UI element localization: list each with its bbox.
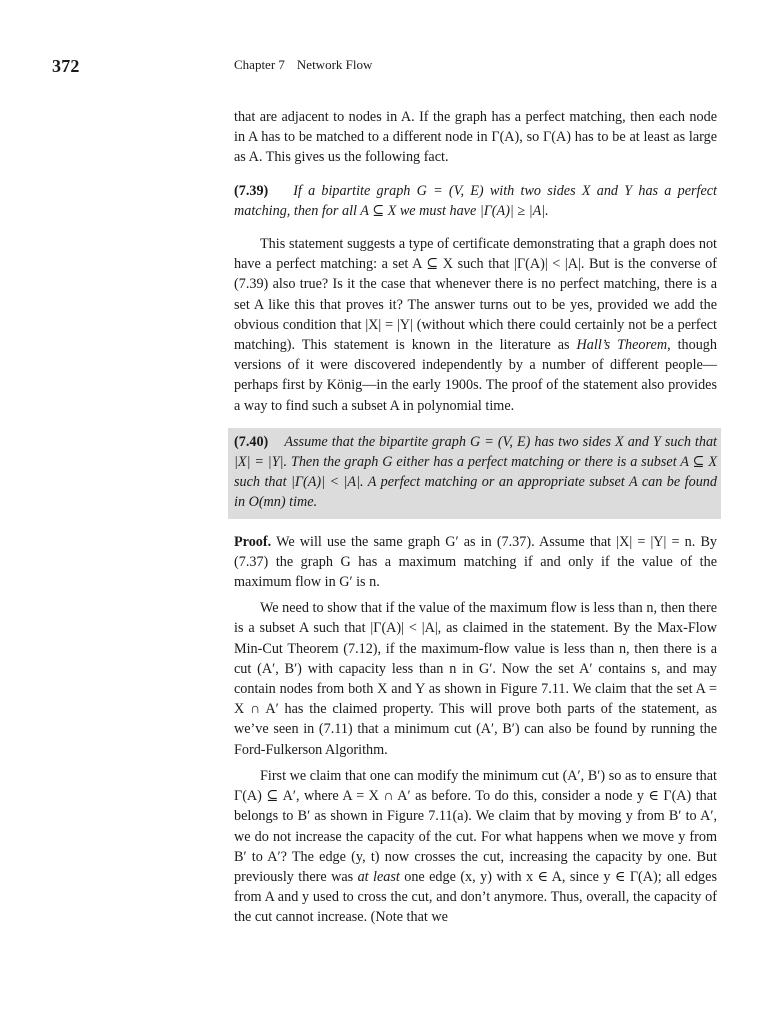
proof-label: Proof. — [234, 533, 272, 550]
page-body — [234, 107, 717, 928]
statement-text: If a bipartite graph G = (V, E) with two sides X and Y has a perfect matching, then for all A ⊆ X we must have |Γ(A)| ≥ |A|. — [234, 182, 717, 219]
statement-label: (7.39) — [234, 182, 269, 199]
chapter-title: Network Flow — [296, 57, 373, 72]
statement-7-40-box — [228, 428, 721, 519]
paragraph-modify-cut — [234, 766, 717, 928]
statement-7-39 — [234, 181, 717, 221]
emphasis-halls-theorem: Hall’s Theorem — [576, 337, 668, 354]
chapter-label: Chapter 7 — [234, 57, 285, 72]
statement-text: Assume that the bipartite graph G = (V, E) has two sides X and Y such that |X| = |Y|. Then the graph G either has a perfect matching or there is a subset A ⊆ X such that |Γ(A)| < |A|. A perfect matching or an appropriate subset A can be found in O(mn) time. — [234, 433, 717, 511]
paragraph-text: , though versions of it were discovered independently by a number of different people—perhaps first by König—in the early 1900s. The proof of the statement also provides a way to find such a subset A in polynomial time. — [234, 337, 717, 414]
paragraph-text: This statement suggests a type of certificate demonstrating that a graph does not have a perfect matching: a set A ⊆ X such that |Γ(A)| < |A|. But is the converse of (7.39) also true? Is it the case that whenever there is no perfect matching, there is a set A like this that proves it? The answer turns out to be yes, provided we add the obvious condition that |X| = |Y| (without which there could certainly not be a perfect matching). This statement is known in the literature as — [234, 236, 717, 354]
statement-label: (7.40) — [234, 433, 269, 450]
statement-7-40 — [234, 432, 717, 513]
proof-paragraph — [234, 532, 717, 593]
running-head — [234, 57, 372, 73]
paragraph-text: one edge (x, y) with x ∈ A, since y ∈ Γ(A); all edges from A and y used to cross the cut, and don’t anymore. Thus, overall, the capacity of the cut cannot increase. (Note that we — [234, 868, 717, 926]
page-number: 372 — [52, 56, 80, 76]
proof-text: We will use the same graph G′ as in (7.37). Assume that |X| = |Y| = n. By (7.37) the graph G has a maximum matching if and only if the value of the maximum flow in G′ is n. — [234, 533, 717, 591]
paragraph-intro: that are adjacent to nodes in A. If the graph has a perfect matching, then each node in A has to be matched to a different node in Γ(A), so Γ(A) has to be at least as large as A. This gives us the following fact. — [234, 109, 717, 166]
paragraph-text: First we claim that one can modify the minimum cut (A′, B′) so as to ensure that Γ(A) ⊆ A′, where A = X ∩ A′ as before. To do this, consider a node y ∈ Γ(A) that belongs to B′ as shown in Figure 7.11(a). We claim that by moving y from B′ to A′, we do not increase the capacity of the cut. For what happens when we move y from B′ to A′? The edge (y, t) now crosses the cut, increasing the capacity by one. But previously there was — [234, 767, 717, 885]
paragraph-max-flow: We need to show that if the value of the maximum flow is less than n, then there is a subset A such that |Γ(A)| < |A|, as claimed in the statement. By the Max-Flow Min-Cut Theorem (7.12), if the maximum-flow value is less than n, then there is a cut (A′, B′) with capacity less than n in G′. Now the set A′ contains s, and may contain nodes from both X and Y as shown in Figure 7.11. We claim that the set A = X ∩ A′ has the claimed property. This will prove both parts of the statement, as we’ve seen in (7.11) that a minimum cut (A′, B′) can also be found by running the Ford-Fulkerson Algorithm. — [234, 600, 717, 758]
emphasis-at-least: at least — [357, 868, 400, 885]
paragraph-halls-theorem — [234, 234, 717, 416]
